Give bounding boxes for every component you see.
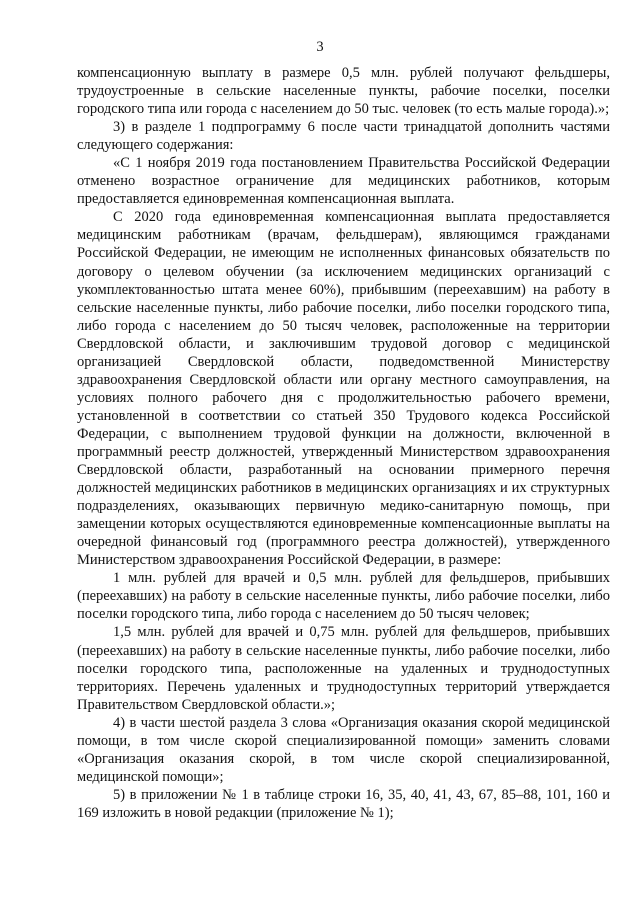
paragraph-item-5: 5) в приложении № 1 в таблице строки 16, 35, 40, 41, 43, 67, 85–88, 101, 160 и 169 изложить в новой редакции (приложение № 1); [77, 786, 610, 821]
paragraph-amount-remote: 1,5 млн. рублей для врачей и 0,75 млн. рублей для фельдшеров, прибывших (переехавших) на работу в сельские населенные пункты, либо рабочие поселки, либо поселки городского типа, расположенные на удаленных и труднодоступных территориях. Перечень удаленных и труднодоступных территорий утверждается Правительством Свердловской области.»; [77, 624, 610, 713]
paragraph-amount-standard: 1 млн. рублей для врачей и 0,5 млн. рублей для фельдшеров, прибывших (переехавших) на работу в сельские населенные пункты, либо рабочие поселки, либо поселки городского типа, либо города с населением до 50 тысяч человек; [77, 570, 610, 623]
paragraph-continuation: компенсационную выплату в размере 0,5 млн. рублей получают фельдшеры, трудоустроенные в сельские населенные пункты, рабочие поселки, поселки городского типа или города с населением до 50 тыс. человек (то есть малые города).»; [77, 65, 610, 118]
paragraph-item-4: 4) в части шестой раздела 3 слова «Организация оказания скорой медицинской помощи, в том числе скорой специализированной помощи» заменить словами «Организация оказания скорой, в том числе скорой специализированной, медицинской помощи»; [77, 714, 610, 785]
page-number: 3 [316, 39, 324, 55]
paragraph-quote-start: «С 1 ноября 2019 года постановлением Правительства Российской Федерации отменено возрастное ограничение для медицинских работников, которым предоставляется единовременная компенсационная выплата. [77, 155, 610, 208]
document-body [77, 64, 610, 822]
paragraph-item-3: 3) в разделе 1 подпрограмму 6 после части тринадцатой дополнить частями следующего содержания: [77, 119, 610, 154]
paragraph-2020-payment: С 2020 года единовременная компенсационная выплата предоставляется медицинским работникам (врачам, фельдшерам), являющимся гражданами Российской Федерации, не имеющим не исполненных финансовых обязательств по договору о целевом обучении (за исключением медицинских организаций с укомплектованностью штата менее 60%), прибывшим (переехавшим) на работу в сельские населенные пункты, либо рабочие поселки, либо поселки городского типа, либо города с населением до 50 тысяч человек, расположенные на территории Свердловской области, и заключившим трудовой договор с медицинской организацией Свердловской области, подведомственной Министерству здравоохранения Свердловской области или органу местного самоуправления, на условиях полного рабочего дня с продолжительностью рабочего времени, установленной в соответствии со статьей 350 Трудового кодекса Российской Федерации, с выполнением трудовой функции на должности, включенной в программный реестр должностей, утвержденный Министерством здравоохранения Свердловской области, разработанный на основании примерного перечня должностей медицинских работников в медицинских организациях и их структурных подразделениях, оказывающих первичную медико-санитарную помощь, при замещении которых осуществляются единовременные компенсационные выплаты на очередной финансовый год (программного реестра должностей), утвержденного Министерством здравоохранения Российской Федерации, в размере: [77, 209, 610, 569]
